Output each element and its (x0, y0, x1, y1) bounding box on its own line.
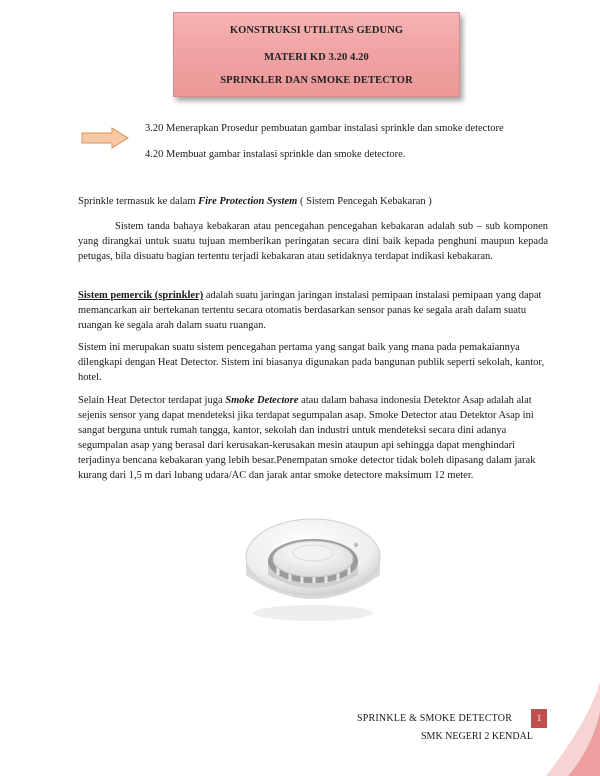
smoke-text-before: Selain Heat Detector terdapat juga (78, 395, 226, 406)
alarm-paragraph: Sistem tanda bahaya kebakaran atau pencegahan pencegahan kebakaran adalah sub – sub komponen yang dirangkai untuk suatu tujuan memberikan peringatan secara dini baik kepada penghuni maupun kepada petugas, bila disuatu bagian tertentu terjadi kebakaran atau setidaknya terdapat indikasi kebakaran. (78, 221, 548, 262)
objective-4-20: 4.20 Membuat gambar instalasi sprinkle dan smoke detectore. (145, 149, 406, 160)
fire-protection-term: Fire Protection System (198, 196, 298, 207)
system-paragraph: Sistem ini merupakan suatu sistem pencegahan pertama yang sangat baik yang mana pada pemakaiannya dilengkapi dengan Heat Detector. Sistem ini biasanya digunakan pada bangunan publik seperti sekolah, kantor, hotel. (78, 342, 545, 383)
intro-paragraph (78, 194, 548, 209)
arrow-right-icon (80, 127, 130, 149)
footer-doc-title: SPRINKLE & SMOKE DETECTOR (357, 713, 513, 724)
smoke-detector-paragraph (78, 393, 548, 483)
smoke-detectore-term: Smoke Detectore (225, 395, 299, 406)
footer-school: SMK NEGERI 2 KENDAL (421, 731, 533, 742)
topic-title: SPRINKLER DAN SMOKE DETECTOR (220, 75, 413, 86)
material-code: MATERI KD 3.20 4.20 (264, 52, 369, 63)
title-box (173, 12, 460, 97)
objective-3-20: 3.20 Menerapkan Prosedur pembuatan gambar instalasi sprinkle dan smoke detectore (145, 123, 504, 134)
smoke-text-after: atau dalam bahasa indonesia Detektor Asap adalah alat sejenis sensor yang dapat mendeteksi jika terdapat segumpalan asap. Smoke Detector atau Detektor Asap ini sangat berguna untuk rumah tangga, kantor, sekolah dan industri untuk mendeteksi secara dini adanya segumpalan asap yang berasal dari kerusakan-kerusakan mesin ataupun api sehingga dapat menghindari terjadinya bencana kebakaran yang lebih besar.Penempatan smoke detector tidak boleh dipasang dalam jarak kurang dari 1,5 m dari lubang udara/AC dan jarak antar smoke detectore maksimum 12 meter. (78, 395, 536, 481)
page-corner-decoration (528, 682, 600, 776)
intro-text-after: ( Sistem Pencegah Kebakaran ) (297, 196, 432, 207)
sprinkler-term: Sistem pemercik (sprinkler) (78, 290, 204, 301)
sprinkler-text: adalah suatu jaringan jaringan instalasi pemipaan instalasi pemipaan yang dapat memancarkan air bertekanan tertentu secara otomatis berdasarkan sensor panas ke segala arah dalam suatu ruangan ke segala arah dalam suatu ruangan. (78, 290, 542, 331)
course-title: KONSTRUKSI UTILITAS GEDUNG (229, 25, 404, 36)
intro-text-before: Sprinkle termasuk ke dalam (78, 196, 199, 207)
page-number: 1 (536, 713, 542, 723)
smoke-detector-image (238, 505, 388, 630)
sprinkler-paragraph (78, 288, 548, 333)
